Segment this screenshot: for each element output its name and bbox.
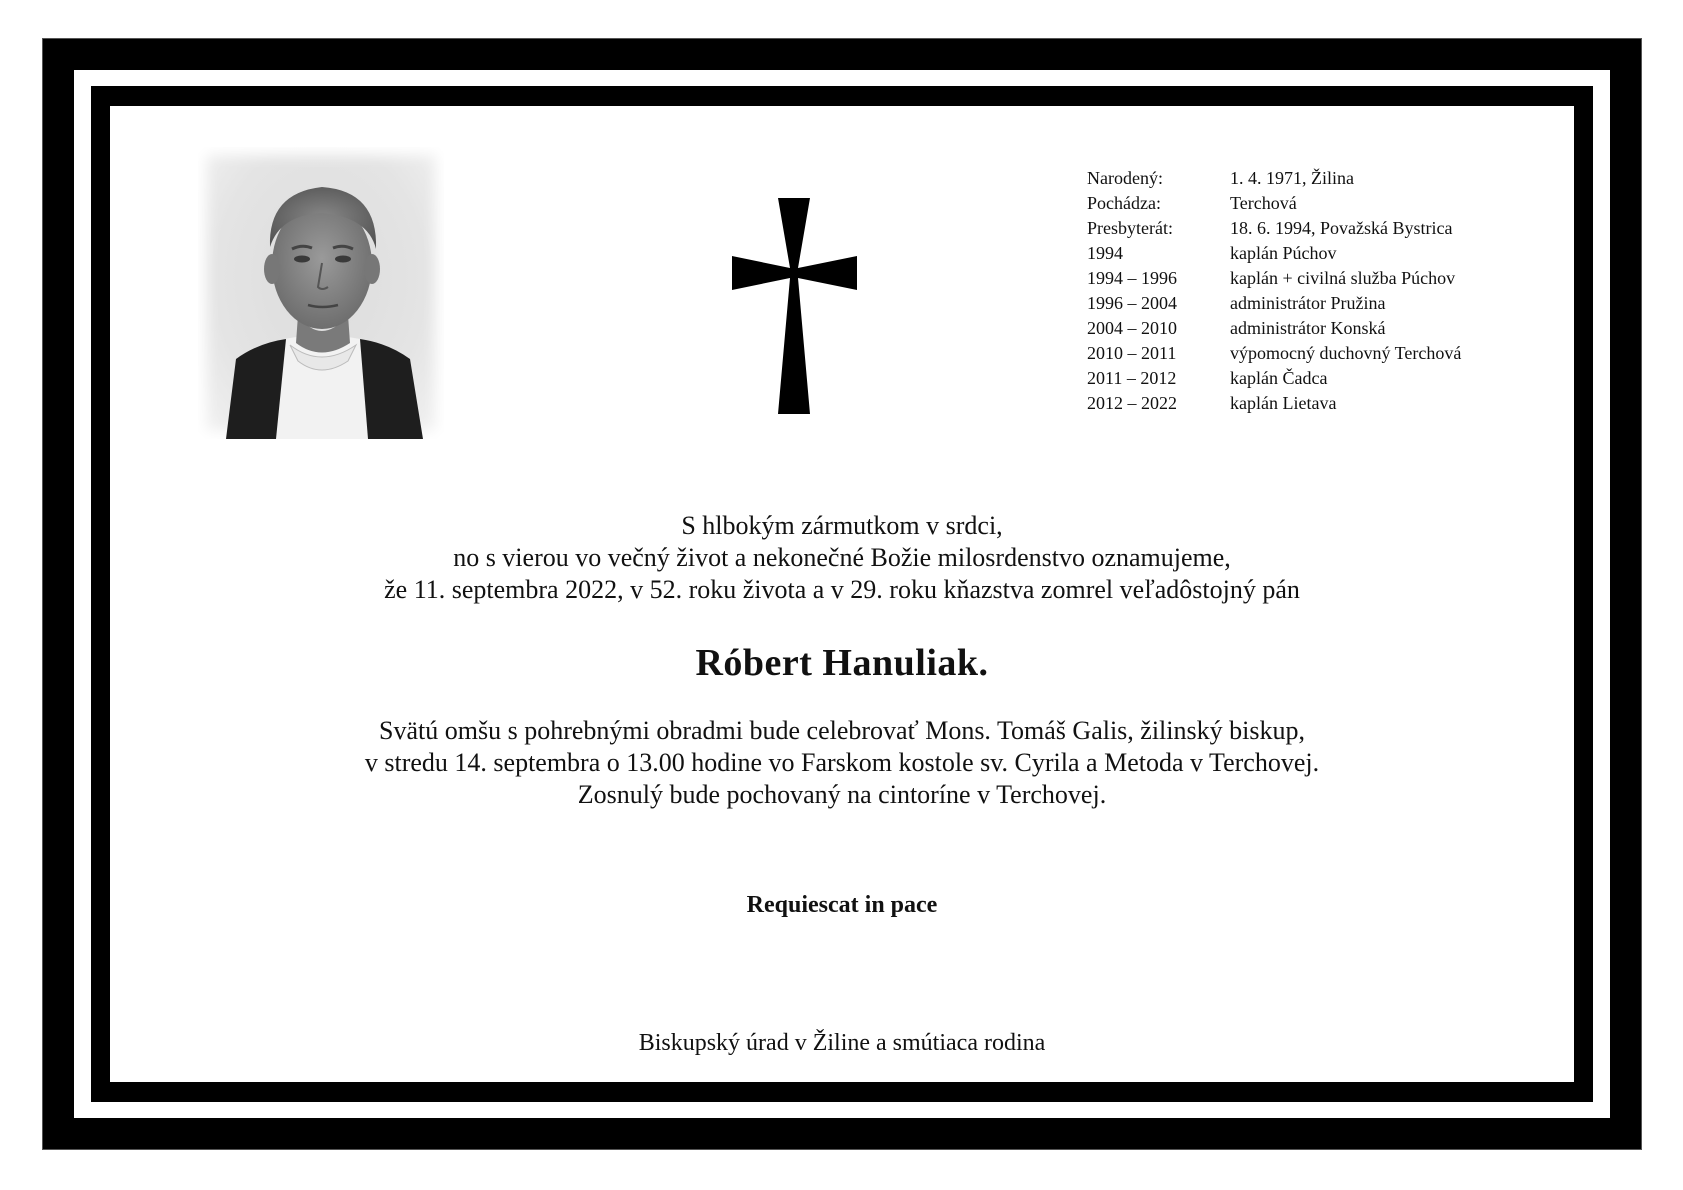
bio-key: 1994 bbox=[1087, 243, 1123, 263]
announcement-line: S hlbokým zármutkom v srdci, bbox=[681, 511, 1003, 540]
funeral-line: v stredu 14. septembra o 13.00 hodine vo Farskom kostole sv. Cyrila a Metoda v Terchovej. bbox=[364, 748, 1320, 777]
inner-black-border bbox=[91, 86, 1593, 1102]
bio-value: kaplán Púchov bbox=[1230, 243, 1337, 263]
bio-value: Terchová bbox=[1230, 193, 1297, 213]
closing-phrase: Requiescat in pace bbox=[746, 892, 938, 918]
bio-key: Narodený: bbox=[1087, 168, 1163, 188]
funeral-line: Zosnulý bude pochovaný na cintoríne v Terchovej. bbox=[577, 780, 1107, 809]
bio-row bbox=[1087, 291, 1461, 316]
portrait-photo bbox=[198, 147, 444, 439]
bio-value: 1. 4. 1971, Žilina bbox=[1230, 168, 1354, 188]
announcement-line: že 11. septembra 2022, v 52. roku života a v 29. roku kňazstva zomrel veľadôstojný pán bbox=[384, 575, 1300, 604]
bio-key: Presbyterát: bbox=[1087, 218, 1173, 238]
bio-row bbox=[1087, 266, 1461, 291]
bio-value: 18. 6. 1994, Považská Bystrica bbox=[1230, 218, 1453, 238]
portrait-silhouette bbox=[198, 147, 444, 439]
funeral-details bbox=[110, 715, 1574, 811]
bio-row bbox=[1087, 316, 1461, 341]
bio-key: Pochádza: bbox=[1087, 193, 1161, 213]
bio-row bbox=[1087, 341, 1461, 366]
bio-value: kaplán Čadca bbox=[1230, 368, 1328, 388]
white-gap-border bbox=[74, 70, 1610, 1118]
bio-row bbox=[1087, 391, 1461, 416]
announcement-text bbox=[110, 510, 1574, 606]
cross-pattee-icon bbox=[732, 198, 857, 414]
bio-value: administrátor Konská bbox=[1230, 318, 1386, 338]
cross-shape bbox=[732, 198, 857, 414]
bio-row bbox=[1087, 241, 1461, 266]
signature-line: Biskupský úrad v Žiline a smútiaca rodina bbox=[638, 1030, 1046, 1056]
bio-key: 1994 – 1996 bbox=[1087, 268, 1177, 288]
bio-key: 2012 – 2022 bbox=[1087, 393, 1177, 413]
bio-value: administrátor Pružina bbox=[1230, 293, 1386, 313]
bio-key: 1996 – 2004 bbox=[1087, 293, 1177, 313]
biography-table bbox=[1087, 166, 1461, 416]
bio-key: 2010 – 2011 bbox=[1087, 343, 1177, 363]
bio-key: 2004 – 2010 bbox=[1087, 318, 1177, 338]
obituary-card bbox=[110, 106, 1574, 1082]
bio-value: kaplán Lietava bbox=[1230, 393, 1337, 413]
bio-row bbox=[1087, 366, 1461, 391]
bio-row bbox=[1087, 166, 1461, 191]
bio-key: 2011 – 2012 bbox=[1087, 368, 1177, 388]
deceased-name: Róbert Hanuliak. bbox=[695, 642, 989, 684]
bio-value: výpomocný duchovný Terchová bbox=[1230, 343, 1462, 363]
announcement-line: no s vierou vo večný život a nekonečné Božie milosrdenstvo oznamujeme, bbox=[453, 543, 1231, 572]
bio-row bbox=[1087, 191, 1461, 216]
funeral-line: Svätú omšu s pohrebnými obradmi bude celebrovať Mons. Tomáš Galis, žilinský biskup, bbox=[379, 716, 1305, 745]
outer-black-border bbox=[42, 38, 1642, 1150]
bio-value: kaplán + civilná služba Púchov bbox=[1230, 268, 1456, 288]
bio-row bbox=[1087, 216, 1461, 241]
